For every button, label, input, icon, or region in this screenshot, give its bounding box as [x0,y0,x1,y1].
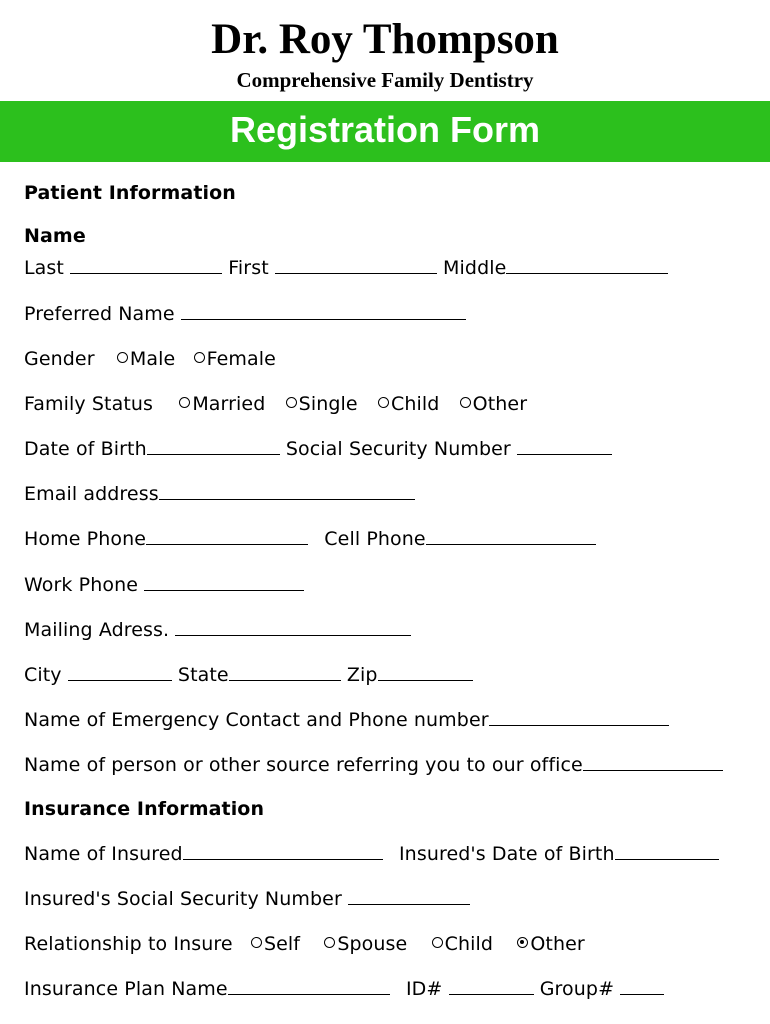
home-phone-field[interactable] [146,527,308,545]
relationship-other-radio[interactable] [517,937,528,948]
gender-row [24,347,276,371]
zip-label: Zip [346,664,378,686]
ssn-field[interactable] [517,437,612,455]
insured-ssn-field[interactable] [348,887,470,905]
family-child-radio[interactable] [378,397,389,408]
patient-section-title: Patient Information [24,182,236,204]
gender-female-radio[interactable] [194,352,205,363]
name-row [24,256,668,280]
id-label: ID# [405,978,443,1000]
insured-name-row [24,842,719,866]
practice-name: Dr. Roy Thompson [211,16,559,63]
dob-field[interactable] [147,437,280,455]
email-row [24,482,415,506]
insured-ssn-row [24,887,470,911]
relationship-spouse-radio[interactable] [324,937,335,948]
name-heading: Name [24,225,86,247]
phones-row [24,527,596,551]
last-name-field[interactable] [70,256,222,274]
mailing-address-field[interactable] [175,618,411,636]
emergency-contact-label: Name of Emergency Contact and Phone number [24,709,489,731]
relationship-option-label: Spouse [337,933,408,955]
ssn-label: Social Security Number [285,438,511,460]
email-field[interactable] [159,482,415,500]
plan-row [24,977,664,1001]
cell-phone-field[interactable] [426,527,596,545]
home-phone-label: Home Phone [24,528,147,550]
relationship-option-label: Self [263,933,301,955]
zip-field[interactable] [378,663,473,681]
family-option-label: Single [298,393,358,415]
city-state-zip-row [24,663,473,687]
emergency-contact-row [24,708,669,732]
family-status-label: Family Status [24,393,154,415]
mailing-address-label: Mailing Adress. [24,619,170,641]
plan-name-field[interactable] [228,977,390,995]
family-other-radio[interactable] [460,397,471,408]
emergency-contact-field[interactable] [489,708,669,726]
work-phone-row [24,573,304,597]
referral-label: Name of person or other source referring you to our office [24,754,583,776]
family-married-radio[interactable] [179,397,190,408]
insured-dob-label: Insured's Date of Birth [398,843,615,865]
id-field[interactable] [449,977,534,995]
middle-name-field[interactable] [506,256,668,274]
city-label: City [24,664,62,686]
relationship-child-radio[interactable] [432,937,443,948]
preferred-name-row [24,302,466,326]
relationship-self-radio[interactable] [251,937,262,948]
family-status-row [24,392,527,416]
relationship-option-label: Other [530,933,585,955]
insured-name-field[interactable] [183,842,383,860]
gender-option-label: Male [129,348,176,370]
group-label: Group# [539,978,615,1000]
first-name-field[interactable] [275,256,437,274]
city-field[interactable] [68,663,172,681]
state-field[interactable] [229,663,341,681]
work-phone-label: Work Phone [24,574,139,596]
dob-ssn-row [24,437,612,461]
gender-male-radio[interactable] [117,352,128,363]
preferred-name-field[interactable] [181,302,466,320]
cell-phone-label: Cell Phone [324,528,426,550]
relationship-label: Relationship to Insure [24,933,233,955]
email-label: Email address [24,483,159,505]
state-label: State [177,664,229,686]
work-phone-field[interactable] [144,573,304,591]
dob-label: Date of Birth [24,438,147,460]
first-name-label: First [228,257,269,279]
preferred-name-label: Preferred Name [24,303,175,325]
family-single-radio[interactable] [286,397,297,408]
title-banner [0,101,770,162]
family-option-label: Other [472,393,528,415]
referral-row [24,753,723,777]
relationship-row [24,932,585,956]
insured-name-label: Name of Insured [24,843,183,865]
relationship-option-label: Child [444,933,494,955]
insured-ssn-label: Insured's Social Security Number [24,888,342,910]
family-option-label: Married [192,393,266,415]
form-title: Registration Form [229,109,541,150]
last-name-label: Last [24,257,64,279]
gender-label: Gender [24,348,95,370]
plan-name-label: Insurance Plan Name [24,978,228,1000]
mailing-address-row [24,618,411,642]
middle-name-label: Middle [443,257,507,279]
insured-dob-field[interactable] [615,842,719,860]
group-field[interactable] [620,977,664,995]
gender-option-label: Female [206,348,276,370]
practice-subtitle: Comprehensive Family Dentistry [236,68,534,92]
family-option-label: Child [390,393,440,415]
insurance-section-title: Insurance Information [24,798,265,820]
referral-field[interactable] [583,753,723,771]
